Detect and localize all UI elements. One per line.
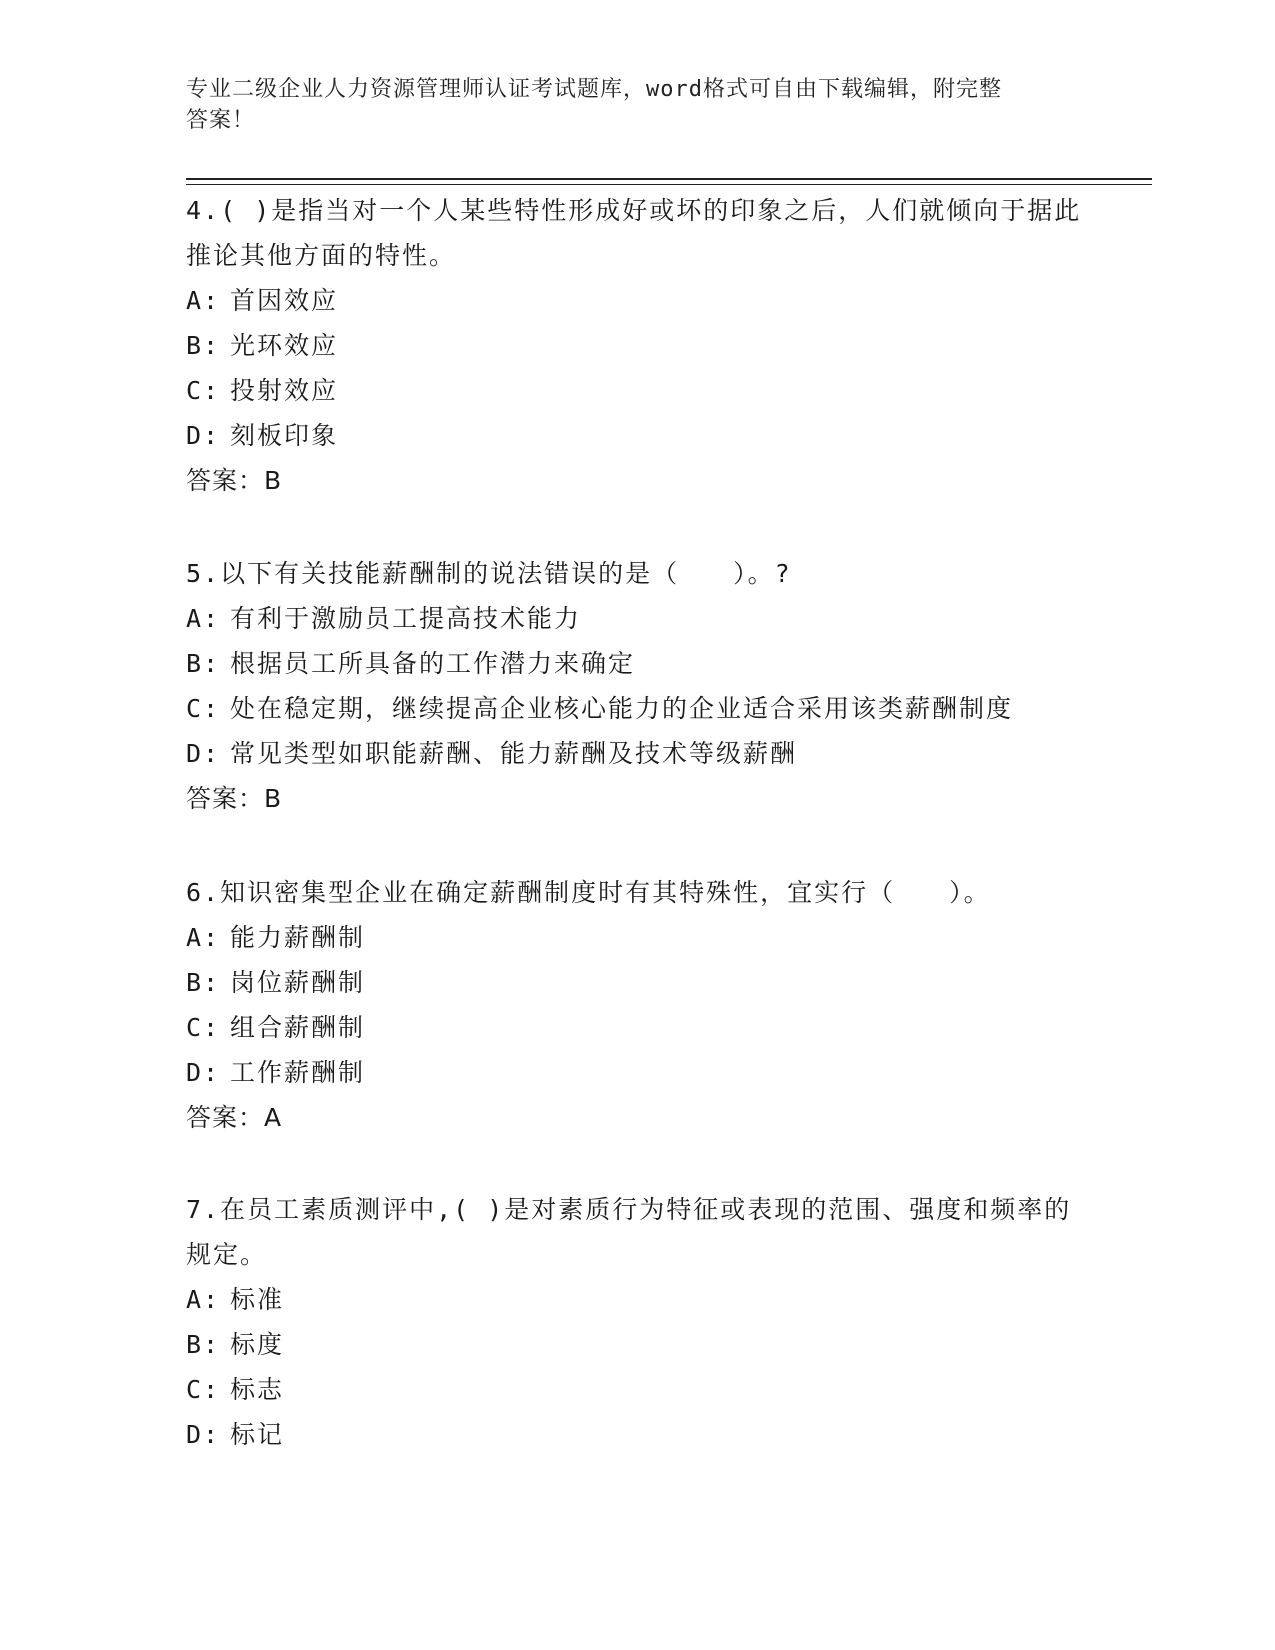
option-a (186, 278, 1086, 323)
option-a (186, 596, 1086, 641)
header-line-1: 专业二级企业人力资源管理师认证考试题库，word格式可自由下载编辑，附完整 (186, 77, 1002, 102)
question-stem: 5.以下有关技能薪酬制的说法错误的是（ ）。? (186, 559, 792, 588)
option-c (186, 368, 1086, 413)
option-key: A: (186, 604, 221, 633)
option-text: 光环效应 (230, 331, 339, 360)
option-key: B: (186, 331, 221, 360)
option-key: D: (186, 1058, 221, 1087)
answer: 答案：B (186, 466, 283, 495)
option-text: 标记 (230, 1420, 285, 1449)
header-divider-thick (186, 178, 1152, 180)
option-c (186, 1005, 1086, 1050)
question-6 (186, 870, 1086, 1140)
question-stem: 7.在员工素质测评中,( )是对素质行为特征或表现的范围、强度和频率的规定。 (186, 1195, 1072, 1269)
option-key: C: (186, 1013, 221, 1042)
question-stem: 4.( )是指当对一个人某些特性形成好或坏的印象之后，人们就倾向于据此推论其他方面的特性。 (186, 196, 1082, 270)
option-key: C: (186, 376, 221, 405)
option-key: B: (186, 1330, 221, 1359)
question-4 (186, 188, 1086, 503)
document-header (186, 74, 1066, 136)
option-key: C: (186, 694, 221, 723)
option-b (186, 1322, 1086, 1367)
option-key: A: (186, 286, 221, 315)
option-key: A: (186, 923, 221, 952)
header-divider-thin (186, 184, 1152, 185)
option-text: 工作薪酬制 (230, 1058, 366, 1087)
option-text: 标度 (230, 1330, 285, 1359)
question-7 (186, 1187, 1086, 1457)
option-text: 能力薪酬制 (230, 923, 366, 952)
option-text: 刻板印象 (230, 421, 339, 450)
option-text: 有利于激励员工提高技术能力 (230, 604, 582, 633)
option-b (186, 641, 1086, 686)
option-key: A: (186, 1285, 221, 1314)
answer: 答案：B (186, 784, 283, 813)
option-text: 组合薪酬制 (230, 1013, 366, 1042)
question-stem: 6.知识密集型企业在确定薪酬制度时有其特殊性，宜实行（ ）。 (186, 878, 991, 907)
option-d (186, 731, 1086, 776)
option-d (186, 1050, 1086, 1095)
option-text: 标准 (230, 1285, 285, 1314)
header-line-2: 答案！ (186, 108, 256, 133)
option-d (186, 413, 1086, 458)
answer: 答案：A (186, 1103, 283, 1132)
option-b (186, 960, 1086, 1005)
option-key: D: (186, 739, 221, 768)
option-b (186, 323, 1086, 368)
option-key: B: (186, 968, 221, 997)
question-5 (186, 551, 1086, 821)
option-c (186, 686, 1086, 731)
option-text: 首因效应 (230, 286, 339, 315)
option-key: C: (186, 1375, 221, 1404)
option-text: 标志 (230, 1375, 285, 1404)
option-text: 岗位薪酬制 (230, 968, 366, 997)
option-a (186, 1277, 1086, 1322)
option-key: D: (186, 421, 221, 450)
option-a (186, 915, 1086, 960)
option-key: B: (186, 649, 221, 678)
option-c (186, 1367, 1086, 1412)
option-key: D: (186, 1420, 221, 1449)
option-text: 投射效应 (230, 376, 339, 405)
option-text: 常见类型如职能薪酬、能力薪酬及技术等级薪酬 (230, 739, 798, 768)
option-text: 处在稳定期，继续提高企业核心能力的企业适合采用该类薪酬制度 (230, 694, 1014, 723)
option-d (186, 1412, 1086, 1457)
option-text: 根据员工所具备的工作潜力来确定 (230, 649, 636, 678)
